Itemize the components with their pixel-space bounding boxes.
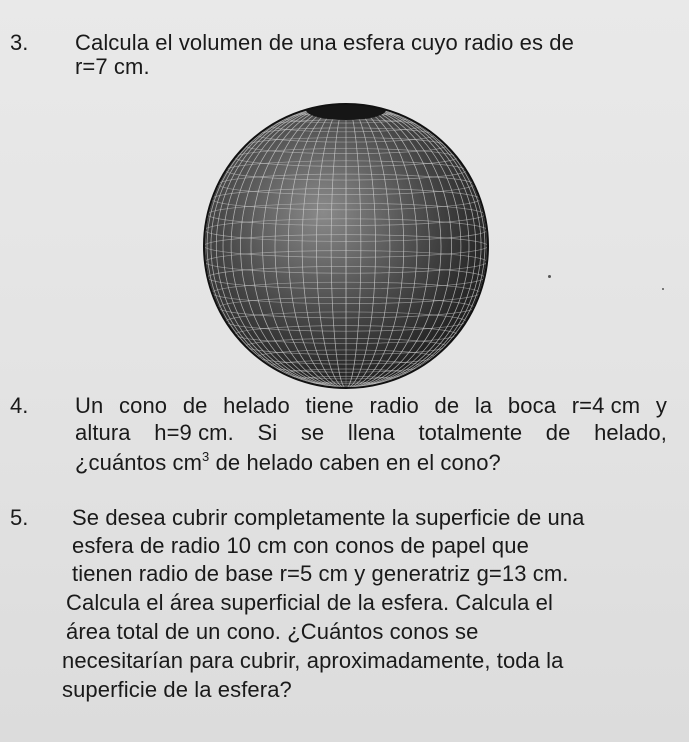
word: helado, [594,420,667,445]
problem-4-line-3-pre: ¿cuántos cm [75,450,203,475]
problem-5-line-3: tienen radio de base r=5 cm y generatriz g=13 cm. [72,561,569,586]
word: de [434,393,460,418]
problem-5-number: 5. [10,505,29,530]
word: helado [223,393,290,418]
problem-5-line-5: área total de un cono. ¿Cuántos conos se [66,619,479,644]
word: de [545,420,571,445]
problem-3-line-2: r=7 cm. [75,54,150,79]
problem-5-line-1: Se desea cubrir completamente la superficie de una [72,505,585,530]
word: la [474,393,493,418]
problem-4-line-3 [75,450,501,476]
problem-5-line-7: superficie de la esfera? [62,677,292,702]
word: y [655,393,667,418]
wireframe-sphere-icon [198,98,494,394]
word: Un [75,393,104,418]
problem-5-line-6: necesitarían para cubrir, aproximadamente, toda la [62,648,564,673]
problem-4-line-2 [75,420,667,446]
word: tiene [305,393,354,418]
problem-4-number: 4. [10,393,29,418]
problem-3-number: 3. [10,30,29,55]
word: altura [75,420,131,445]
word: h=9 cm. [154,420,234,445]
paper-speck [548,275,551,278]
problem-5-line-2: esfera de radio 10 cm con conos de papel que [72,533,529,558]
word: r=4 cm [571,393,641,418]
word: totalmente [418,420,523,445]
word: boca [507,393,557,418]
problem-4-line-1 [75,393,667,419]
word: se [300,420,325,445]
word: llena [347,420,395,445]
word: radio [369,393,419,418]
problem-3-line-1: Calcula el volumen de una esfera cuyo radio es de [75,30,574,55]
word: Si [257,420,278,445]
word: de [182,393,208,418]
word: cono [119,393,168,418]
paper-speck [662,288,664,290]
problem-4-superscript: 3 [202,449,210,464]
problem-5-line-4: Calcula el área superficial de la esfera. Calcula el [66,590,554,615]
problem-4-line-3-post: de helado caben en el cono? [209,450,501,475]
